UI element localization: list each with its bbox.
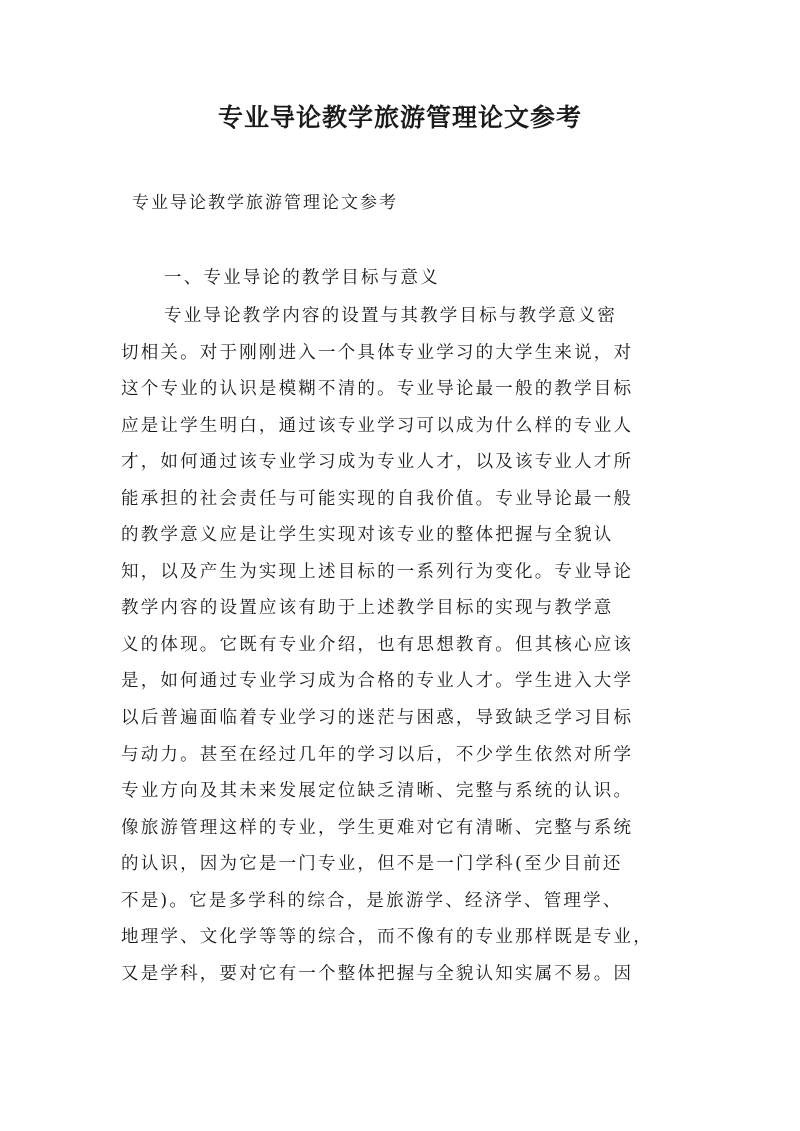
text-line: 切相关。对于刚刚进入一个具体专业学习的大学生来说，对 xyxy=(121,342,634,363)
text-line: 是，如何通过专业学习成为合格的专业人才。学生进入大学 xyxy=(121,671,634,692)
text-line: 能承担的社会责任与可能实现的自我价值。专业导论最一般 xyxy=(121,488,634,509)
document-title: 专业导论教学旅游管理论文参考 xyxy=(217,103,582,132)
text-line: 专业方向及其未来发展定位缺乏清晰、完整与系统的认识。 xyxy=(121,781,634,802)
text-line: 义的体现。它既有专业介绍，也有思想教育。但其核心应该 xyxy=(121,634,634,655)
text-line: 教学内容的设置应该有助于上述教学目标的实现与教学意 xyxy=(121,598,614,619)
text-line: 像旅游管理这样的专业，学生更难对它有清晰、完整与系统 xyxy=(121,817,634,838)
text-line: 这个专业的认识是模糊不清的。专业导论最一般的教学目标 xyxy=(121,379,634,400)
text-line: 与动力。甚至在经过几年的学习以后，不少学生依然对所学 xyxy=(121,744,634,765)
text-line: 专业导论教学内容的设置与其教学目标与教学意义密 xyxy=(164,306,618,326)
text-line: 的教学意义应是让学生实现对该专业的整体把握与全貌认 xyxy=(121,525,614,546)
text-line: 才，如何通过该专业学习成为专业人才，以及该专业人才所 xyxy=(121,452,634,473)
body-text xyxy=(121,298,701,992)
text-line: 知，以及产生为实现上述目标的一系列行为变化。专业导论 xyxy=(121,561,634,582)
text-line: 不是)。它是多学科的综合，是旅游学、经济学、管理学、 xyxy=(121,890,623,911)
section-heading: 一、专业导论的教学目标与意义 xyxy=(164,268,440,288)
text-line: 地理学、文化学等等的综合，而不像有的专业那样既是专业， xyxy=(121,927,653,948)
text-line: 的认识，因为它是一门专业，但不是一门学科(至少目前还 xyxy=(121,854,623,875)
text-line: 应是让学生明白，通过该专业学习可以成为什么样的专业人 xyxy=(121,415,634,436)
text-line: 以后普遍面临着专业学习的迷茫与困惑，导致缺乏学习目标 xyxy=(121,708,634,729)
text-line: 又是学科，要对它有一个整体把握与全貌认知实属不易。因 xyxy=(121,963,634,984)
document-subtitle: 专业导论教学旅游管理论文参考 xyxy=(132,193,398,213)
